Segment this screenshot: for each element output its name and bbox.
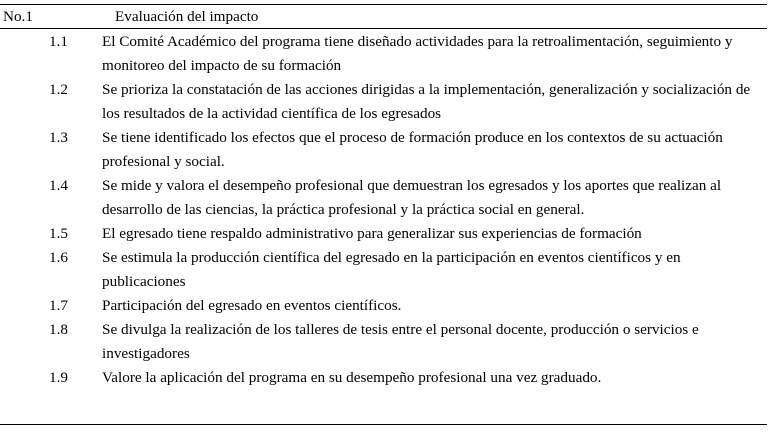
table-bottom-rule <box>0 424 767 425</box>
column-header-no: No.1 <box>3 8 33 25</box>
row-text: Se tiene identificado los efectos que el proceso de formación produce en los contextos de su actuación profesional y social. <box>102 129 723 170</box>
row-text: Se prioriza la constatación de las acciones dirigidas a la implementación, generalización y socialización de los resultados de la actividad científica de los egresados <box>102 81 751 122</box>
row-text: El Comité Académico del programa tiene diseñado actividades para la retroalimentación, seguimiento y monitoreo del impacto de su formación <box>102 33 733 74</box>
table-header-rule <box>0 28 767 29</box>
row-text: El egresado tiene respaldo administrativo para generalizar sus experiencias de formación <box>102 225 642 242</box>
row-number: 1.8 <box>49 321 68 338</box>
table-row <box>0 126 767 174</box>
row-text: Se estimula la producción científica del egresado en la participación en eventos científicos y en publicaciones <box>102 249 681 290</box>
row-text: Se divulga la realización de los talleres de tesis entre el personal docente, producción o servicios e investigadores <box>102 321 699 362</box>
table-row <box>0 30 767 78</box>
row-number: 1.3 <box>49 129 68 146</box>
row-number: 1.6 <box>49 249 68 266</box>
table-row <box>0 222 767 246</box>
row-number: 1.9 <box>49 369 68 386</box>
row-number: 1.5 <box>49 225 68 242</box>
table-body <box>0 30 767 390</box>
column-header-evaluation: Evaluación del impacto <box>115 8 259 25</box>
row-number: 1.1 <box>49 33 68 50</box>
row-number: 1.4 <box>49 177 68 194</box>
table-row <box>0 78 767 126</box>
row-text: Participación del egresado en eventos científicos. <box>102 297 402 314</box>
table-row <box>0 366 767 390</box>
table-row <box>0 246 767 294</box>
table-row <box>0 294 767 318</box>
row-number: 1.2 <box>49 81 68 98</box>
table-header <box>0 6 767 28</box>
table-row <box>0 318 767 366</box>
table-row <box>0 174 767 222</box>
row-text: Se mide y valora el desempeño profesional que demuestran los egresados y los aportes que realizan al desarrollo de las ciencias, la práctica profesional y la práctica social en general. <box>102 177 722 218</box>
table-top-rule <box>0 4 767 5</box>
row-text: Valore la aplicación del programa en su desempeño profesional una vez graduado. <box>102 369 602 386</box>
row-number: 1.7 <box>49 297 68 314</box>
